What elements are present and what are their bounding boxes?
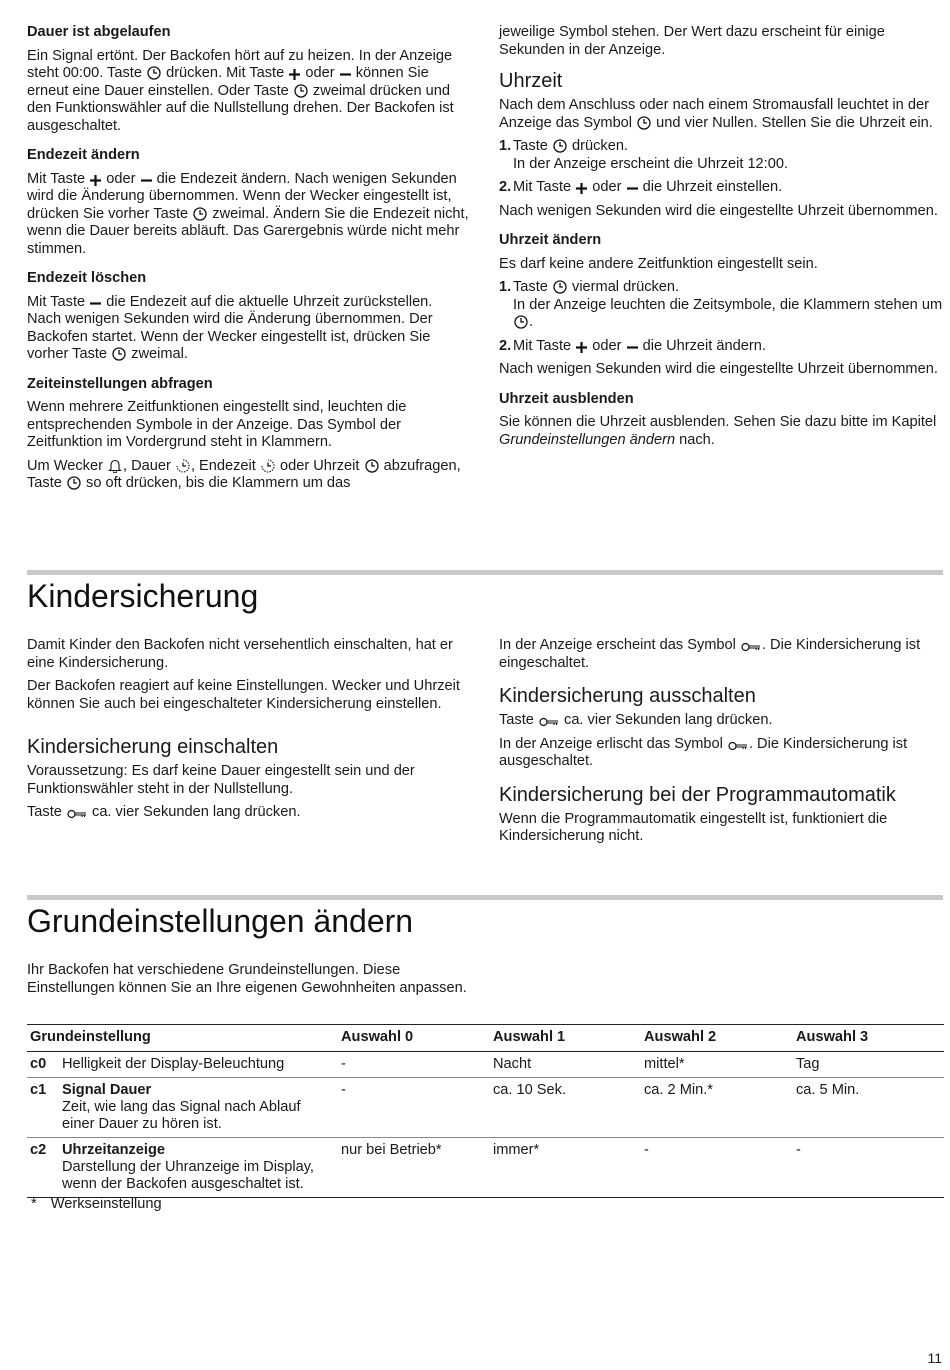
setting-description: Darstellung der Uhranzeige im Display, wenn der Backofen ausgeschaltet ist. [62, 1159, 314, 1192]
setting-code: c0 [27, 1052, 59, 1078]
setting-option-3: ca. 5 Min. [793, 1078, 944, 1138]
footnote-mark: * [31, 1196, 37, 1212]
kinder-right-column [499, 637, 944, 852]
minus-icon [627, 183, 638, 194]
table-row [27, 1052, 944, 1078]
section-divider [27, 895, 943, 900]
heading-uhrzeit-ausblenden: Uhrzeit ausblenden [499, 390, 634, 407]
aendern-step-1: 1. Taste viermal drücken. In der Anzeige leuchten die Zeitsymbole, die Klammern stehen um . [499, 279, 943, 330]
top-right-column [499, 24, 944, 455]
setting-option-2: mittel* [641, 1052, 793, 1078]
table-row [27, 1078, 944, 1138]
setting-option-1: ca. 10 Sek. [490, 1078, 641, 1138]
clock-icon [637, 116, 651, 130]
column-header: Auswahl 2 [641, 1025, 793, 1052]
minus-icon [627, 342, 638, 353]
top-left-column [27, 24, 469, 499]
setting-option-3: - [793, 1138, 944, 1198]
setting-cell [59, 1138, 338, 1198]
paragraph-symbol-erscheint: In der Anzeige erscheint das Symbol . Die Kindersicherung ist eingeschaltet. [499, 637, 921, 671]
plus-icon [576, 183, 587, 194]
plus-icon [576, 342, 587, 353]
bell-icon [108, 458, 122, 473]
minus-icon [141, 175, 152, 186]
setting-option-2: ca. 2 Min.* [641, 1078, 793, 1138]
paragraph-voraussetzung: Voraussetzung: Es darf keine Dauer eingestellt sein und der Funktionswähler steht in der Nullstellung. [27, 763, 415, 797]
chapter-reference: Grundeinstellungen ändern [499, 431, 676, 448]
minus-icon [340, 69, 351, 80]
duration-icon [176, 459, 190, 473]
setting-option-1: Nacht [490, 1052, 641, 1078]
clock-icon [365, 459, 379, 473]
paragraph-taste-ausschalten: Taste ca. vier Sekunden lang drücken. [499, 712, 773, 728]
page-number: 11 [927, 1350, 942, 1366]
paragraph-abfragen-2: Um Wecker , Dauer , Endezeit oder Uhrzeit abzufragen, Taste so oft drücken, bis die Klammern um das [27, 457, 461, 491]
minus-icon [90, 298, 101, 309]
paragraph-uhrzeit-intro: Nach dem Anschluss oder nach einem Stromausfall leuchtet in der Anzeige das Symbol und vier Nullen. Stellen Sie die Uhrzeit ein. [499, 97, 933, 131]
kinder-left-column [27, 637, 469, 828]
clock-icon [553, 280, 567, 294]
setting-cell [59, 1078, 338, 1138]
heading-uhrzeit: Uhrzeit [499, 70, 563, 92]
setting-option-0: - [338, 1052, 490, 1078]
paragraph-grund-intro: Ihr Backofen hat verschiedene Grundeinstellungen. Diese Einstellungen können Sie an Ihre eigenen Gewohnheiten anpassen. [27, 962, 467, 996]
clock-icon [112, 347, 126, 361]
clock-icon [553, 139, 567, 153]
heading-kindersicherung-einschalten: Kindersicherung einschalten [27, 736, 279, 758]
section-divider [27, 570, 943, 575]
plus-icon [90, 175, 101, 186]
paragraph-continued: jeweilige Symbol stehen. Der Wert dazu erscheint für einige Sekunden in der Anzeige. [499, 24, 885, 58]
paragraph-taste-einschalten: Taste ca. vier Sekunden lang drücken. [27, 804, 301, 820]
settings-table [27, 1024, 944, 1198]
paragraph-symbol-erlischt: In der Anzeige erlischt das Symbol . Die Kindersicherung ist ausgeschaltet. [499, 735, 908, 769]
setting-option-3: Tag [793, 1052, 944, 1078]
heading-programmautomatik: Kindersicherung bei der Programmautomatik [499, 783, 896, 806]
heading-dauer-abgelaufen: Dauer ist abgelaufen [27, 24, 171, 40]
paragraph-aendern-uebernommen: Nach wenigen Sekunden wird die eingestellte Uhrzeit übernommen. [499, 361, 938, 377]
column-header: Auswahl 0 [338, 1025, 490, 1052]
clock-icon [147, 66, 161, 80]
plus-icon [289, 69, 300, 80]
setting-option-1: immer* [490, 1138, 641, 1198]
footnote [31, 1196, 431, 1214]
column-header: Auswahl 1 [490, 1025, 641, 1052]
paragraph-endezeit-aendern: Mit Taste oder die Endezeit ändern. Nach wenigen Sekunden wird die Änderung übernommen. Wenn der Wecker eingestellt ist, drücken Sie vorher Taste zweimal. Ändern Sie die Endezeit nicht, wenn die Dauer bereits abläuft. Das Garergebnis würde nicht mehr stimmen. [27, 170, 469, 257]
step-2: 2. Mit Taste oder die Uhrzeit einstellen. [499, 179, 783, 195]
heading-zeiteinstellungen-abfragen: Zeiteinstellungen abfragen [27, 375, 213, 392]
paragraph-uhrzeit-aendern: Es darf keine andere Zeitfunktion eingestellt sein. [499, 255, 818, 272]
paragraph-programmautomatik: Wenn die Programmautomatik eingestellt ist, funktioniert die Kindersicherung nicht. [499, 810, 888, 844]
setting-name: Signal Dauer [62, 1082, 152, 1098]
heading-uhrzeit-aendern: Uhrzeit ändern [499, 232, 602, 248]
setting-description: Zeit, wie lang das Signal nach Ablauf einer Dauer zu hören ist. [62, 1099, 301, 1132]
clock-icon [514, 315, 528, 329]
setting-option-2: - [641, 1138, 793, 1198]
setting-code: c2 [27, 1138, 59, 1198]
paragraph-kinder-intro-1: Damit Kinder den Backofen nicht versehentlich einschalten, hat er eine Kindersicherung. [27, 637, 453, 671]
paragraph-uhrzeit-uebernommen: Nach wenigen Sekunden wird die eingestellte Uhrzeit übernommen. [499, 202, 938, 219]
footnote-text: Werkseinstellung [50, 1196, 162, 1212]
setting-code: c1 [27, 1078, 59, 1138]
step-1: 1. Taste drücken. In der Anzeige erscheint die Uhrzeit 12:00. [499, 138, 944, 173]
section-title-grundeinstellungen: Grundeinstellungen ändern [27, 903, 414, 939]
heading-kindersicherung-ausschalten: Kindersicherung ausschalten [499, 685, 756, 707]
key-icon [728, 741, 748, 751]
table-header-row [27, 1025, 944, 1052]
heading-endezeit-loeschen: Endezeit löschen [27, 270, 147, 286]
key-icon [741, 642, 761, 652]
aendern-step-2: 2. Mit Taste oder die Uhrzeit ändern. [499, 337, 766, 354]
paragraph-dauer: Ein Signal ertönt. Der Backofen hört auf zu heizen. In der Anzeige steht 00:00. Taste drücken. Mit Taste oder können Sie erneut eine Dauer einstellen. Oder Taste zweimal drücken und den Funktionswähler auf die Nullstellung drehen. Der Backofen ist ausgeschaltet. [27, 47, 454, 134]
setting-name: Helligkeit der Display-Beleuchtung [59, 1052, 338, 1078]
step-1-result: In der Anzeige erscheint die Uhrzeit 12:00. [513, 155, 789, 172]
section-title-kindersicherung: Kindersicherung [27, 578, 259, 614]
paragraph-endezeit-loeschen: Mit Taste die Endezeit auf die aktuelle Uhrzeit zurückstellen. Nach wenigen Sekunden wird die Änderung übernommen. Der Backofen startet. Wenn der Wecker eingestellt ist, drücken Sie vorher Taste zweimal. [27, 293, 433, 362]
column-header: Auswahl 3 [793, 1025, 944, 1052]
key-icon [67, 809, 87, 819]
setting-option-0: nur bei Betrieb* [338, 1138, 490, 1198]
clock-icon [294, 84, 308, 98]
setting-name: Uhrzeitanzeige [62, 1142, 165, 1158]
heading-endezeit-aendern: Endezeit ändern [27, 147, 140, 163]
end-time-icon [261, 459, 275, 473]
paragraph-kinder-intro-2: Der Backofen reagiert auf keine Einstellungen. Wecker und Uhrzeit können Sie auch bei eingeschalteter Kindersicherung einstellen. [27, 678, 460, 712]
table-row [27, 1138, 944, 1198]
grund-intro [27, 962, 469, 1003]
clock-icon [67, 476, 81, 490]
paragraph-ausblenden: Sie können die Uhrzeit ausblenden. Sehen Sie dazu bitte im Kapitel Grundeinstellungen ändern nach. [499, 414, 937, 448]
column-header: Grundeinstellung [27, 1025, 338, 1052]
setting-option-0: - [338, 1078, 490, 1138]
aendern-step-1-result: In der Anzeige leuchten die Zeitsymbole, die Klammern stehen um . [513, 296, 943, 330]
paragraph-abfragen-1: Wenn mehrere Zeitfunktionen eingestellt sind, leuchten die entsprechenden Symbole in der Anzeige. Das Symbol der Zeitfunktion im Vordergrund steht in Klammern. [27, 399, 407, 450]
clock-icon [193, 207, 207, 221]
key-icon [539, 717, 559, 727]
